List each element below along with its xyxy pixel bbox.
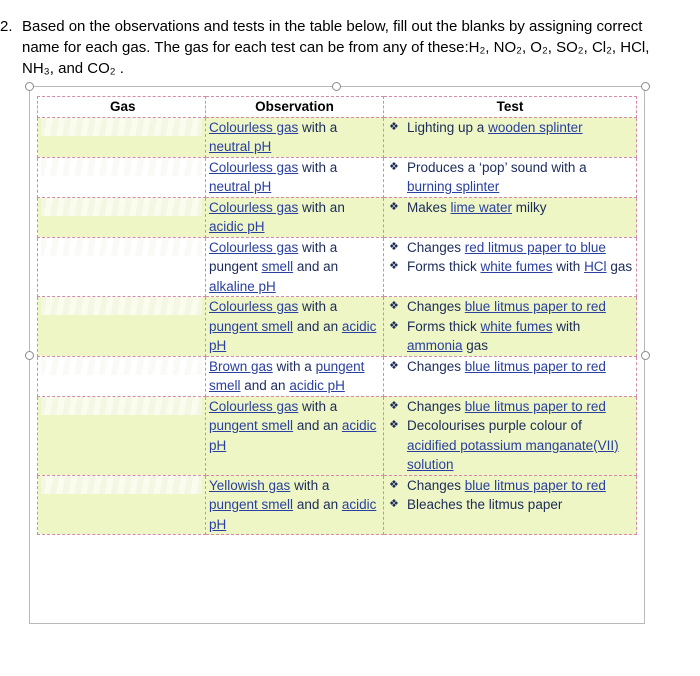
- observation-cell: [206, 356, 384, 396]
- text-run: Changes: [407, 477, 465, 493]
- gas-table: [37, 96, 637, 535]
- underlined-term: acidified potassium manganate(VII) solution: [407, 437, 619, 472]
- underlined-term: neutral pH: [209, 179, 272, 194]
- test-cell: [384, 475, 637, 535]
- test-cell: [384, 157, 637, 197]
- text-run: with a pungent: [209, 239, 338, 274]
- test-cell: [384, 197, 637, 237]
- test-bullet-item: [387, 397, 633, 417]
- underlined-term: acidic pH: [209, 497, 377, 532]
- underlined-term: pungent smell: [209, 497, 294, 512]
- text-run: and an: [240, 378, 290, 393]
- diamond-bullet-icon: ❖: [389, 300, 399, 312]
- table-row: [38, 356, 637, 396]
- question-text: Based on the observations and tests in the table below, fill out the blanks by assigning correct name for each gas. The gas for each test can be from any of these:H₂, NO₂, O₂, SO₂, Cl₂, HCl, NH₃, and CO₂ .: [22, 18, 650, 77]
- table-row: [38, 237, 637, 297]
- test-bullet-item: [387, 158, 633, 197]
- question: [0, 16, 660, 79]
- gas-answer-cell[interactable]: [38, 297, 206, 357]
- test-bullet-item: [387, 257, 633, 277]
- table-row: [38, 157, 637, 197]
- underlined-term: Colourless gas: [209, 398, 299, 414]
- diamond-bullet-icon: ❖: [389, 399, 399, 412]
- test-bullet-item: [387, 476, 633, 496]
- observation-cell: [206, 237, 384, 297]
- underlined-term: Colourless gas: [209, 239, 299, 255]
- resize-handle-icon[interactable]: [641, 351, 650, 360]
- text-run: Produces a ‘pop’ sound with a: [407, 159, 587, 175]
- underlined-term: wooden splinter: [488, 119, 583, 135]
- underlined-term: smell: [261, 259, 294, 274]
- underlined-term: blue litmus paper to red: [464, 299, 606, 314]
- text-run: with: [552, 259, 585, 274]
- underlined-term: neutral pH: [209, 139, 272, 154]
- test-bullet-item: [387, 317, 633, 356]
- observation-cell: [206, 396, 384, 475]
- diamond-bullet-icon: ❖: [389, 319, 399, 332]
- underlined-term: alkaline pH: [209, 278, 276, 294]
- diamond-bullet-icon: ❖: [389, 240, 399, 253]
- underlined-term: ammonia: [407, 338, 463, 353]
- gas-answer-cell[interactable]: [38, 237, 206, 297]
- text-run: with an: [298, 199, 345, 215]
- diamond-bullet-icon: ❖: [389, 160, 399, 173]
- underlined-term: white fumes: [480, 318, 553, 334]
- test-bullet-item: [387, 495, 633, 515]
- table-row: [38, 475, 637, 535]
- test-bullet-item: [387, 238, 633, 258]
- text-run: and an: [293, 497, 342, 512]
- underlined-term: lime water: [450, 199, 513, 215]
- observation-cell: [206, 475, 384, 535]
- text-run: Forms thick: [407, 318, 481, 334]
- header-test: Test: [384, 97, 637, 118]
- underlined-term: pungent smell: [209, 358, 365, 393]
- text-run: Decolourises purple colour of: [407, 418, 582, 433]
- erased-answer-area: [41, 397, 202, 415]
- underlined-term: acidic pH: [209, 418, 377, 453]
- resize-handle-icon[interactable]: [25, 82, 34, 91]
- text-run: with: [552, 318, 581, 334]
- underlined-term: Colourless gas: [209, 199, 299, 215]
- text-run: with a: [298, 398, 338, 414]
- underlined-term: pungent smell: [209, 418, 294, 433]
- diamond-bullet-icon: ❖: [389, 498, 399, 510]
- text-run: Lighting up a: [407, 119, 489, 135]
- diamond-bullet-icon: ❖: [389, 359, 399, 372]
- underlined-term: acidic pH: [209, 318, 377, 353]
- underlined-term: blue litmus paper to red: [464, 398, 606, 414]
- text-run: and an: [293, 318, 342, 334]
- underlined-term: burning splinter: [407, 179, 500, 194]
- underlined-term: pungent smell: [209, 318, 294, 334]
- gas-answer-cell[interactable]: [38, 356, 206, 396]
- test-cell: [384, 117, 637, 157]
- erased-answer-area: [41, 357, 202, 375]
- text-run: with a: [298, 159, 338, 175]
- erased-answer-area: [41, 238, 202, 256]
- text-run: Changes: [407, 239, 465, 255]
- underlined-term: red litmus paper to blue: [464, 239, 606, 255]
- text-run: Changes: [407, 358, 465, 374]
- erased-answer-area: [41, 198, 202, 216]
- text-run: with a: [272, 358, 316, 374]
- text-run: and an: [293, 259, 339, 274]
- text-run: milky: [512, 199, 547, 215]
- diamond-bullet-icon: ❖: [389, 478, 399, 491]
- erased-answer-area: [41, 118, 202, 136]
- erased-answer-area: [41, 158, 202, 176]
- text-run: Makes: [407, 199, 451, 215]
- table-row: [38, 396, 637, 475]
- gas-answer-cell[interactable]: [38, 117, 206, 157]
- test-bullet-item: [387, 357, 633, 377]
- text-run: with a: [298, 119, 338, 135]
- observation-cell: [206, 297, 384, 357]
- resize-handle-icon[interactable]: [25, 351, 34, 360]
- test-bullet-item: [387, 297, 633, 317]
- diamond-bullet-icon: ❖: [389, 419, 399, 431]
- diamond-bullet-icon: ❖: [389, 120, 399, 133]
- underlined-term: Colourless gas: [209, 119, 299, 135]
- text-run: with a: [298, 299, 338, 314]
- underlined-term: Yellowish gas: [209, 477, 291, 493]
- resize-handle-icon[interactable]: [332, 82, 341, 91]
- underlined-term: Brown gas: [209, 358, 273, 374]
- table-row: [38, 197, 637, 237]
- text-run: Forms thick: [407, 259, 481, 274]
- underlined-term: HCl: [584, 259, 607, 274]
- test-cell: [384, 356, 637, 396]
- test-bullet-item: [387, 118, 633, 138]
- test-cell: [384, 237, 637, 297]
- header-observation: Observation: [206, 97, 384, 118]
- diamond-bullet-icon: ❖: [389, 200, 399, 213]
- diamond-bullet-icon: ❖: [389, 260, 399, 272]
- erased-answer-area: [41, 476, 202, 494]
- underlined-term: blue litmus paper to red: [464, 477, 606, 493]
- observation-cell: [206, 197, 384, 237]
- observation-cell: [206, 117, 384, 157]
- test-bullet-item: [387, 416, 633, 475]
- underlined-term: acidic pH: [209, 219, 265, 234]
- erased-answer-area: [41, 297, 202, 315]
- header-gas: Gas: [38, 97, 206, 118]
- text-run: gas: [606, 259, 633, 274]
- text-run: and an: [293, 418, 342, 433]
- test-bullet-item: [387, 198, 633, 218]
- test-cell: [384, 297, 637, 357]
- text-run: with a: [290, 477, 330, 493]
- test-cell: [384, 396, 637, 475]
- underlined-term: white fumes: [480, 259, 553, 274]
- table-row: [38, 117, 637, 157]
- text-run: Bleaches the litmus paper: [407, 497, 563, 512]
- gas-answer-cell[interactable]: [38, 157, 206, 197]
- table-row: [38, 297, 637, 357]
- question-number: 2.: [0, 18, 13, 35]
- gas-answer-cell[interactable]: [38, 396, 206, 475]
- underlined-term: blue litmus paper to red: [464, 358, 606, 374]
- gas-answer-cell[interactable]: [38, 197, 206, 237]
- resize-handle-icon[interactable]: [641, 82, 650, 91]
- text-run: gas: [462, 338, 489, 353]
- underlined-term: acidic pH: [289, 378, 345, 393]
- text-run: Changes: [407, 299, 465, 314]
- text-run: Changes: [407, 398, 465, 414]
- underlined-term: Colourless gas: [209, 299, 299, 314]
- table-header-row: [38, 97, 637, 118]
- underlined-term: Colourless gas: [209, 159, 299, 175]
- observation-cell: [206, 157, 384, 197]
- gas-answer-cell[interactable]: [38, 475, 206, 535]
